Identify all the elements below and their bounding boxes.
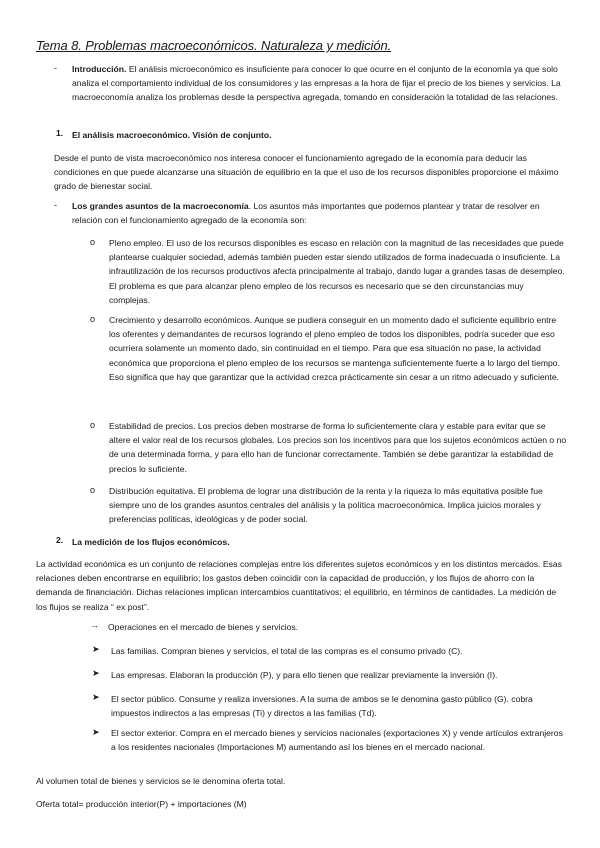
grandes-label: Los grandes asuntos de la macroeconomía <box>72 201 249 211</box>
item-marker: o <box>90 485 96 495</box>
arrowhead-bullet-icon: ➤ <box>92 644 100 654</box>
operaciones-line: Operaciones en el mercado de bienes y servicios. <box>108 622 299 632</box>
item-marker: o <box>90 314 96 324</box>
arrowhead-bullet-icon: ➤ <box>92 668 100 678</box>
section2-heading: La medición de los flujos económicos. <box>72 537 230 547</box>
section1-paragraph: Desde el punto de vista macroeconómico nos interesa conocer el funcionamiento agregado de la economía para deducir las condiciones en que puede alcanzarse una situación de equilibrio en la que el uso de los recursos disponibles proporcione el máximo grado de bienestar social. <box>54 153 559 192</box>
intro-bullet: - <box>54 63 57 73</box>
item-pleno-empleo: Pleno empleo. El uso de los recursos disponibles es escaso en relación con la magnitud de las necesidades que puede plantearse cualquier sociedad, además también pueden estar siendo utilizados de forma inadecuada o insuficiente. La infrautilización de los recursos productivos afecta principalmente al trabajo, dando lugar a grandes tasas de desempleo. El problema es que para alcanzar pleno empleo de los recursos es necesario que se den circunstancias muy complejas. <box>109 238 565 305</box>
closing-oferta-total: Al volumen total de bienes y servicios se le denomina oferta total. <box>36 776 286 786</box>
section2-number: 2. <box>56 535 64 545</box>
item-marker: o <box>90 420 96 430</box>
item-marker: o <box>90 237 96 247</box>
closing-formula: Oferta total= producción interior(P) + importaciones (M) <box>36 799 247 809</box>
intro-text: El análisis microeconómico es insuficiente para conocer lo que ocurre en el conjunto de la economía ya que solo analiza el comportamiento individual de los consumidores y las empresas a la hora de fijar el precio de los bienes y servicios. La macroeconomía analiza los problemas desde la perspectiva agregada, tomando en consideración la totalidad de las relaciones. <box>72 64 561 103</box>
item-empresas: Las empresas. Elaboran la producción (P), y para ello tienen que realizar previamente la inversión (I). <box>111 670 498 680</box>
item-familias: Las familias. Compran bienes y servicios, el total de las compras es el consumo privado (C). <box>111 646 463 656</box>
grandes-text: . Los asuntos más importantes que podemos plantear y tratar de resolver en relación con el funcionamiento agregado de la economía son: <box>72 201 540 226</box>
arrowhead-bullet-icon: ➤ <box>92 727 100 737</box>
section1-heading: El análisis macroeconómico. Visión de conjunto. <box>72 130 272 140</box>
item-estabilidad: Estabilidad de precios. Los precios deben mostrarse de forma lo suficientemente clara y estable para evitar que se altere el valor real de los recursos globales. Los precios son los incentivos para que los sujetos económicos actúen o no de una determinada forma, y para ello han de funcionar correctamente. También se debe garantizar la estabilidad de precios lo suficiente. <box>109 421 567 474</box>
arrowhead-bullet-icon: ➤ <box>92 692 100 702</box>
arrow-right-icon: → <box>90 620 99 630</box>
section2-paragraph: La actividad económica es un conjunto de relaciones complejas entre los diferentes sujetos económicos y en los distintos mercados. Esas relaciones deben encontrarse en equilibrio; los gastos deben coincidir con la capacidad de producción, y los flujos de ahorro con la demanda de financiación. Dichas relaciones implican intercambios cuantitativos; el equilibrio, en términos de cantidades. La medición de los flujos se realiza “ ex post”. <box>36 559 562 612</box>
grandes-bullet: - <box>54 200 57 210</box>
item-sector-exterior: El sector exterior. Compra en el mercado bienes y servicios nacionales (exportaciones X) y vende artículos extranjeros a los residentes nacionales (Importaciones M) aumentando así los bienes en el mercado nacional. <box>111 728 563 753</box>
grandes-paragraph <box>72 199 566 227</box>
item-distribucion: Distribución equitativa. El problema de lograr una distribución de la renta y la riqueza lo más equitativa posible fue siempre uno de los grandes asuntos centrales del análisis y la política macroeconómica. Implica juicios morales y preferencias políticas, ideológicas y de poder social. <box>109 486 543 525</box>
item-sector-publico: El sector público. Consume y realiza inversiones. A la suma de ambos se le denomina gasto público (G). cobra impuestos indirectos a las empresas (Ti) y directos a las familias (Td). <box>111 694 533 719</box>
document-title: Tema 8. Problemas macroeconómicos. Naturaleza y medición. <box>36 38 392 53</box>
intro-label: Introducción. <box>72 64 127 74</box>
intro-paragraph <box>72 62 568 105</box>
section1-number: 1. <box>56 128 64 138</box>
item-crecimiento: Crecimiento y desarrollo económicos. Aunque se pudiera conseguir en un momento dado el suficiente equilibrio entre los oferentes y demandantes de recursos logrando el pleno empleo de todos los disponibles, podría suceder que eso ocurriera solamente un momento dado, sin continuidad en el tiempo. Para que esa situación no pase, la actividad económica que proporciona el pleno empleo de los recursos se mantenga suficientemente fuerte a lo largo del tiempo. Eso significa que hay que garantizar que la actividad crezca prácticamente sin cesar a un ritmo adecuado y suficiente. <box>109 315 560 382</box>
